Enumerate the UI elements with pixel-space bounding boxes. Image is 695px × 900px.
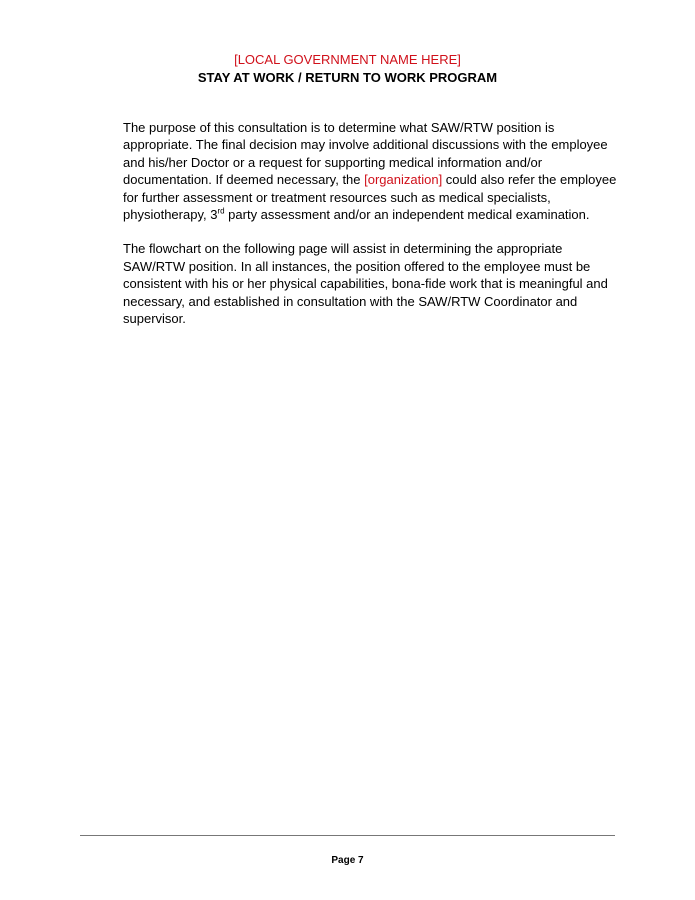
program-title: STAY AT WORK / RETURN TO WORK PROGRAM [197,70,498,85]
paragraph1-text-part2: could also refer the employee for further assessment or treatment resources such as medical specialists, physiotherapy, 3 [123,172,617,223]
footer-divider [80,835,615,836]
consultation-paragraph [123,119,623,223]
document-header [0,51,695,86]
organization-name-placeholder: [LOCAL GOVERNMENT NAME HERE] [234,52,461,67]
paragraph1-text-part1: The purpose of this consultation is to determine what SAW/RTW position is appropriate. The final decision may involve additional discussions with the employee and his/her Doctor or a request for supporting medical information and/or documentation. If deemed necessary, the [123,120,608,188]
document-body [123,119,623,344]
flowchart-paragraph: The flowchart on the following page will assist in determining the appropriate SAW/RTW position. In all instances, the position offered to the employee must be consistent with his or her physical capabilities, bona-fide work that is meaningful and necessary, and established in consultation with the SAW/RTW Coordinator and supervisor. [123,241,608,327]
page-number: Page 7 [331,855,364,866]
ordinal-superscript: rd [217,206,225,216]
organization-placeholder: [organization] [364,172,443,188]
paragraph1-text-part3: party assessment and/or an independent medical examination. [224,207,590,223]
